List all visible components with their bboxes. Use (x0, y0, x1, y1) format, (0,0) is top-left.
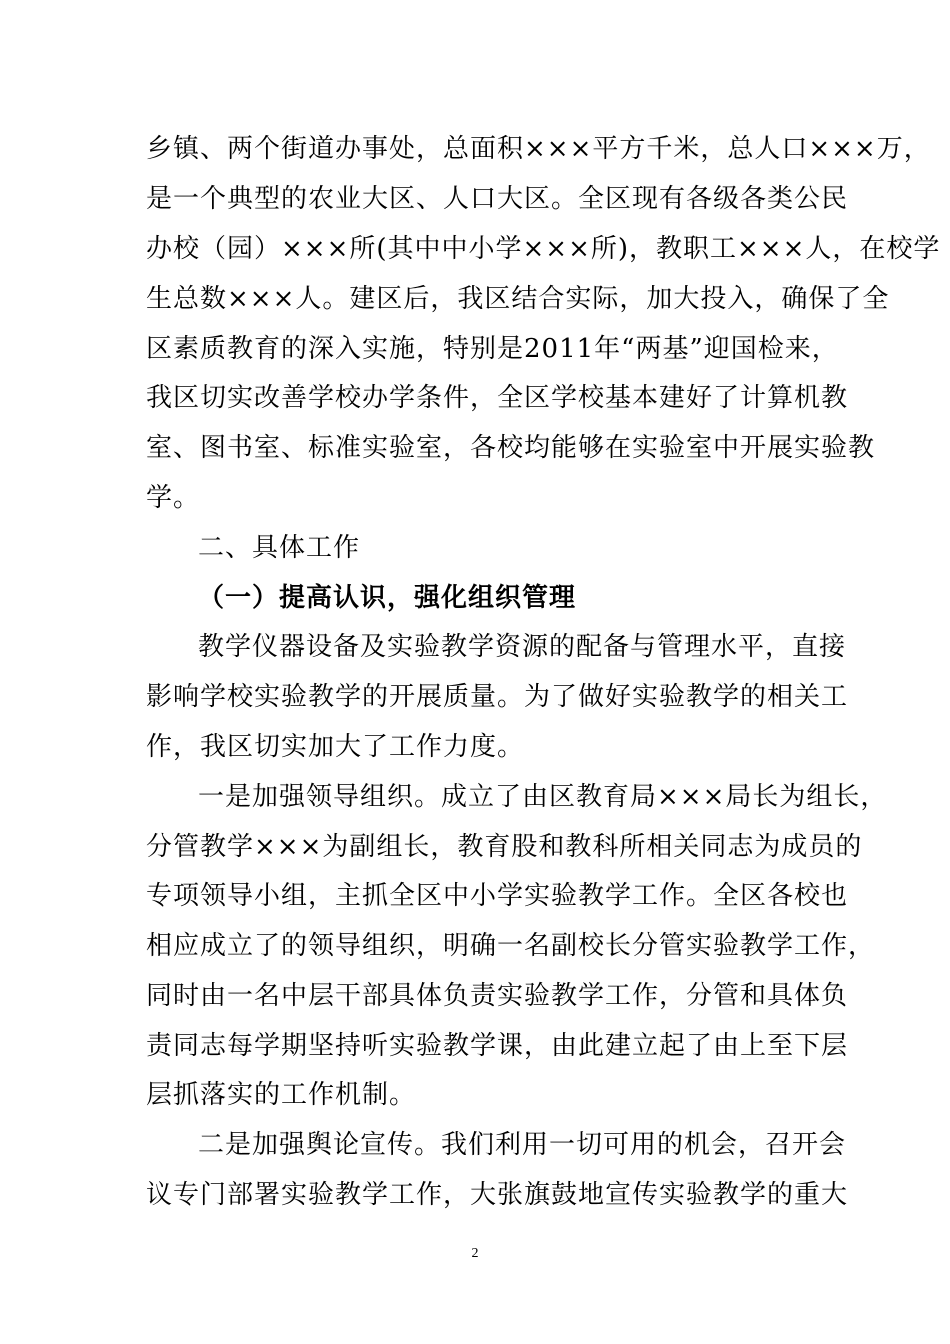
paragraph-first-line: 一是加强领导组织。成立了由区教育局×××局长为组长， (198, 782, 888, 812)
body-text-line: 室、图书室、标准实验室，各校均能够在实验室中开展实验教 (146, 433, 876, 463)
body-text-line: 乡镇、两个街道办事处，总面积×××平方千米，总人口×××万， (146, 134, 931, 164)
body-text-line: 办校（园）×××所(其中中小学×××所)，教职工×××人，在校学 (146, 234, 941, 264)
body-text-line: 影响学校实验教学的开展质量。为了做好实验教学的相关工 (146, 682, 849, 712)
body-text-line: 相应成立了的领导组织，明确一名副校长分管实验教学工作， (146, 931, 876, 961)
body-text-line: 分管教学×××为副组长，教育股和教科所相关同志为成员的 (146, 832, 863, 862)
body-text-line: 同时由一名中层干部具体负责实验教学工作，分管和具体负 (146, 981, 849, 1011)
subsection-heading: （一）提高认识，强化组织管理 (198, 583, 577, 613)
section-heading: 二、具体工作 (198, 533, 361, 563)
body-text-line: 层抓落实的工作机制。 (146, 1080, 417, 1110)
paragraph-first-line: 教学仪器设备及实验教学资源的配备与管理水平，直接 (198, 632, 847, 662)
body-text-line: 议专门部署实验教学工作，大张旗鼓地宣传实验教学的重大 (146, 1180, 849, 1210)
body-text-line: 区素质教育的深入实施，特别是2011年“两基”迎国检来， (146, 334, 839, 364)
body-text-line: 我区切实改善学校办学条件，全区学校基本建好了计算机教 (146, 383, 849, 413)
paragraph-first-line: 二是加强舆论宣传。我们利用一切可用的机会，召开会 (198, 1130, 847, 1160)
body-text-line: 学。 (146, 483, 201, 513)
body-text-line: 是一个典型的农业大区、人口大区。全区现有各级各类公民 (146, 184, 849, 214)
body-text-line: 作，我区切实加大了工作力度。 (146, 732, 525, 762)
body-text-line: 责同志每学期坚持听实验教学课，由此建立起了由上至下层 (146, 1031, 849, 1061)
body-text-line: 专项领导小组，主抓全区中小学实验教学工作。全区各校也 (146, 881, 849, 911)
body-text-line: 生总数×××人。建区后，我区结合实际，加大投入，确保了全 (146, 284, 890, 314)
page-number: 2 (471, 1246, 479, 1261)
